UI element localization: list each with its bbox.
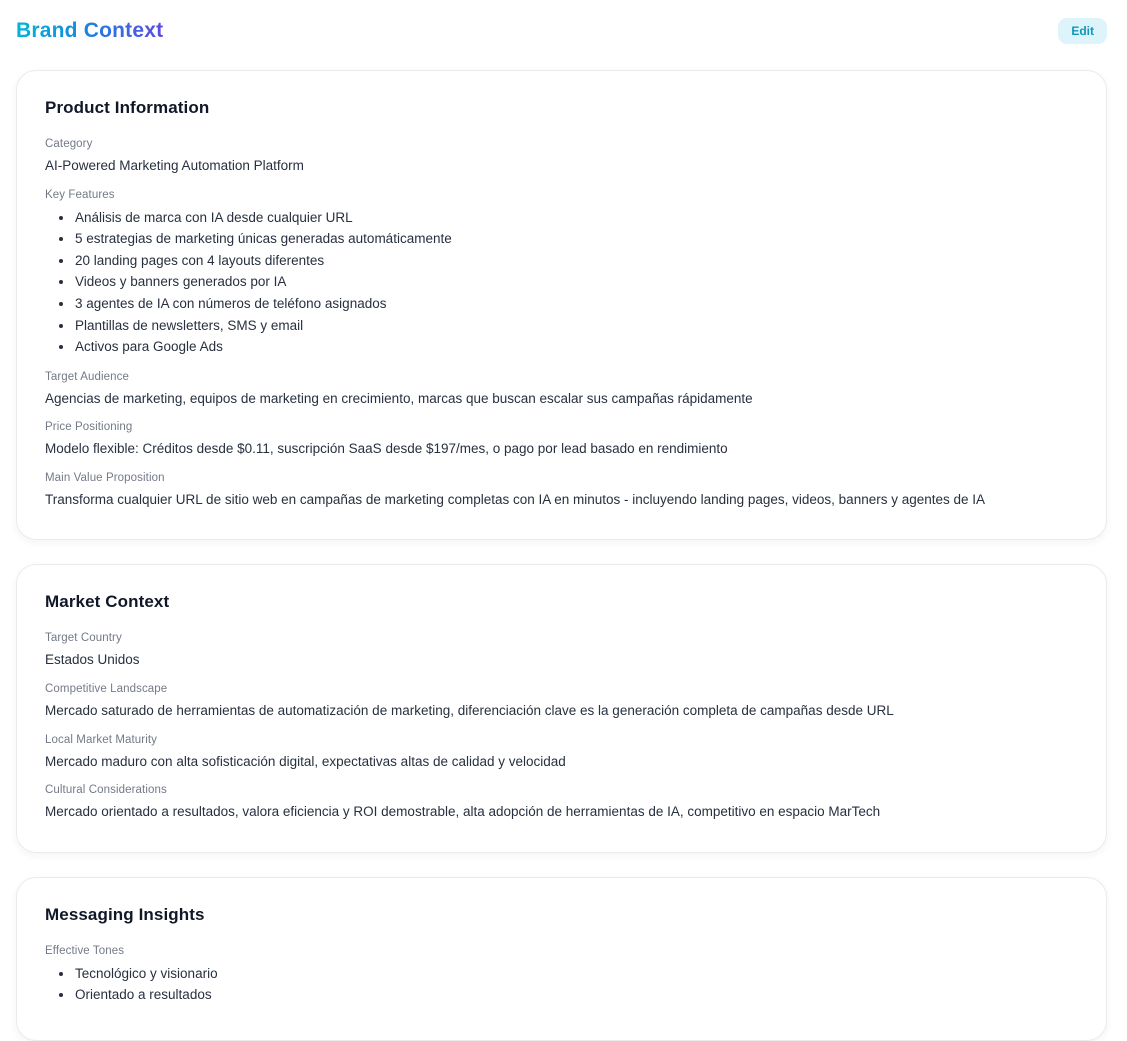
list-item: 3 agentes de IA con números de teléfono asignados (45, 293, 1078, 315)
field-value: Modelo flexible: Créditos desde $0.11, suscripción SaaS desde $197/mes, o pago por lead basado en rendimiento (45, 441, 728, 457)
field-target-audience (45, 371, 1078, 409)
field-label: Price Positioning (45, 421, 133, 434)
edit-button[interactable]: Edit (1058, 18, 1107, 44)
field-label: Target Country (45, 632, 122, 645)
card-messaging-insights (16, 877, 1107, 1041)
list-item: Videos y banners generados por IA (45, 271, 1078, 293)
field-key-features (45, 189, 1078, 358)
list-item: 20 landing pages con 4 layouts diferentes (45, 250, 1078, 272)
cards-container (16, 70, 1107, 1041)
list-item: Activos para Google Ads (45, 336, 1078, 358)
list-item: Análisis de marca con IA desde cualquier URL (45, 207, 1078, 229)
field-label: Key Features (45, 188, 115, 201)
field-cultural-considerations (45, 784, 1078, 822)
field-list (45, 963, 1078, 1006)
card-title: Market Context (45, 592, 170, 612)
field-value: Estados Unidos (45, 652, 140, 668)
field-value: Mercado maduro con alta sofisticación digital, expectativas altas de calidad y velocidad (45, 753, 566, 769)
list-item: 5 estrategias de marketing únicas generadas automáticamente (45, 228, 1078, 250)
field-label: Category (45, 138, 93, 150)
field-value: Transforma cualquier URL de sitio web en campañas de marketing completas con IA en minutos - incluyendo landing pages, videos, banners y agentes de IA (45, 491, 986, 507)
field-category (45, 138, 1078, 176)
field-value: Agencias de marketing, equipos de marketing en crecimiento, marcas que buscan escalar sus campañas rápidamente (45, 390, 753, 406)
card-title: Product Information (45, 98, 210, 117)
field-value: Mercado saturado de herramientas de automatización de marketing, diferenciación clave es la generación completa de campañas desde URL (45, 702, 894, 718)
field-label: Main Value Proposition (45, 471, 165, 484)
field-effective-tones (45, 945, 1078, 1006)
field-competitive-landscape (45, 683, 1078, 721)
card-product-information (16, 70, 1107, 540)
list-item: Plantillas de newsletters, SMS y email (45, 315, 1078, 337)
page-title: Brand Context (16, 19, 164, 42)
field-price-positioning (45, 421, 1078, 459)
card-title: Messaging Insights (45, 904, 205, 924)
field-label: Competitive Landscape (45, 682, 168, 695)
field-value: AI-Powered Marketing Automation Platform (45, 158, 304, 173)
field-main-value-proposition (45, 472, 1078, 510)
field-local-market-maturity (45, 734, 1078, 772)
field-list (45, 207, 1078, 358)
field-value: Mercado orientado a resultados, valora eficiencia y ROI demostrable, alta adopción de herramientas de IA, competitivo en espacio MarTech (45, 804, 881, 820)
field-target-country (45, 632, 1078, 670)
field-label: Local Market Maturity (45, 733, 158, 746)
field-label: Target Audience (45, 370, 129, 383)
card-market-context (16, 564, 1107, 852)
list-item: Tecnológico y visionario (45, 963, 1078, 985)
field-label: Effective Tones (45, 944, 125, 957)
field-label: Cultural Considerations (45, 784, 167, 797)
page-header (16, 14, 1107, 46)
list-item: Orientado a resultados (45, 984, 1078, 1006)
